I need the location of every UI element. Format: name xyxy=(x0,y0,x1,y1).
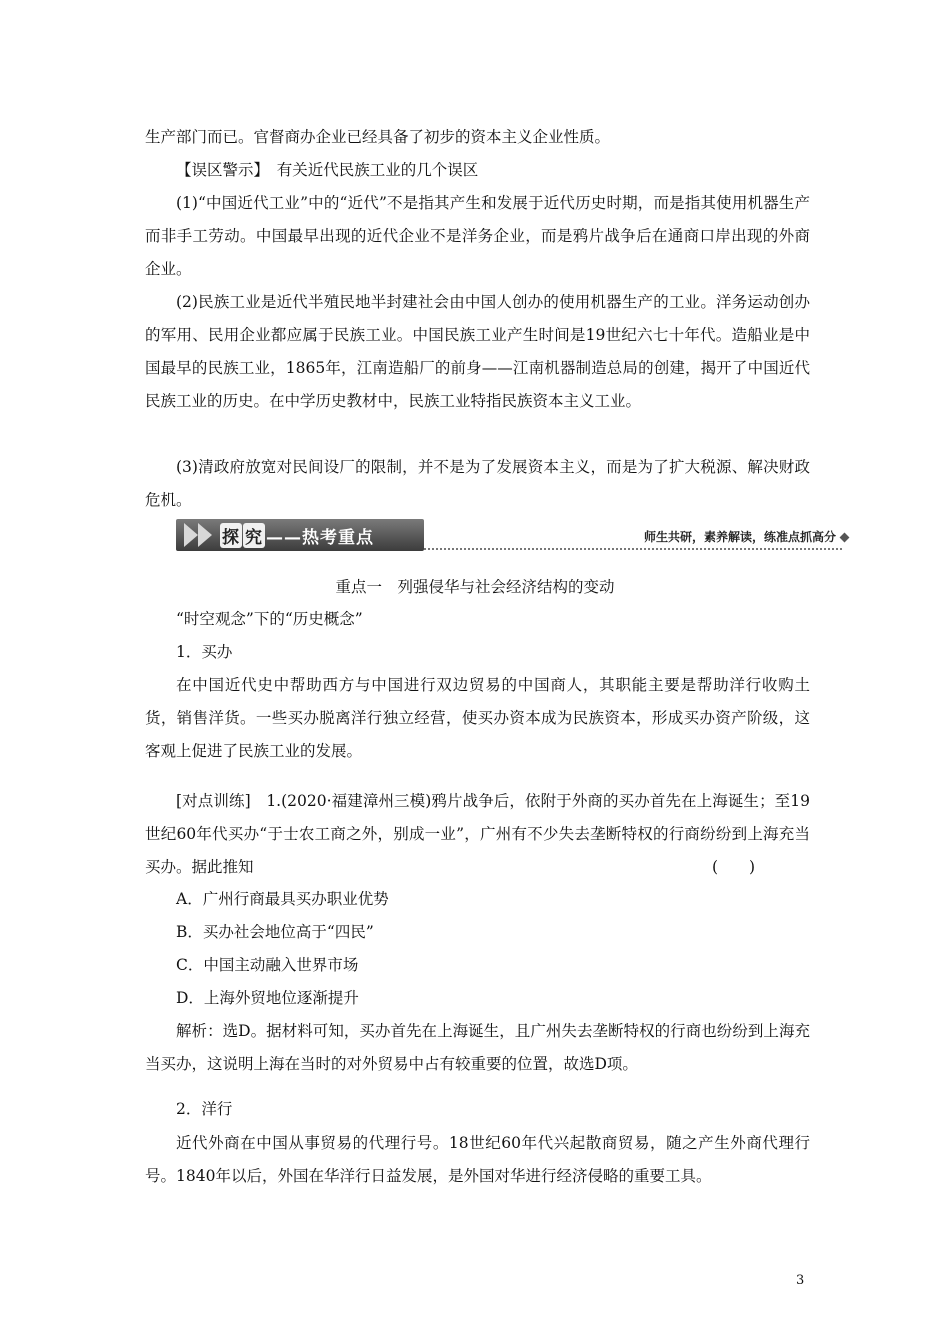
item-1-title: 1．买办 xyxy=(176,643,233,661)
chevron-icon xyxy=(184,523,198,547)
banner-label-box xyxy=(176,519,424,551)
section-title: 重点一 列强侵华与社会经济结构的变动 xyxy=(335,578,615,596)
section-banner xyxy=(176,519,848,553)
subtitle: “时空观念”下的“历史概念” xyxy=(176,610,363,628)
item-2-title: 2．洋行 xyxy=(176,1100,233,1118)
misconception-3: (3)清政府放宽对民间设厂的限制，并不是为了发展资本主义，而是为了扩大税源、解决财政危机。 xyxy=(145,458,810,509)
chevron-icon xyxy=(198,523,212,547)
analysis: 解析：选D。据材料可知，买办首先在上海诞生，且广州失去垄断特权的行商也纷纷到上海充当买办，这说明上海在当时的对外贸易中占有较重要的位置，故选D项。 xyxy=(145,1022,810,1073)
item-1-text: 在中国近代史中帮助西方与中国进行双边贸易的中国商人，其职能主要是帮助洋行收购土货，销售洋货。一些买办脱离洋行独立经营，使买办资本成为民族资本，形成买办资产阶级，这客观上促进了民族工业的发展。 xyxy=(145,676,810,760)
misconception-2: (2)民族工业是近代半殖民地半封建社会由中国人创办的使用机器生产的工业。洋务运动创办的军用、民用企业都应属于民族工业。中国民族工业产生时间是19世纪六七十年代。造船业是中国最早的民族工业，1865年，江南造船厂的前身——江南机器制造总局的创建，揭开了中国近代民族工业的历史。在中学历史教材中，民族工业特指民族资本主义工业。 xyxy=(145,293,810,410)
misconception-1: (1)“中国近代工业”中的“近代”不是指其产生和发展于近代历史时期，而是指其使用机器生产而非手工劳动。中国最早出现的近代企业不是洋务企业，而是鸦片战争后在通商口岸出现的外商企业。 xyxy=(145,194,810,278)
page-number: 3 xyxy=(796,1273,805,1288)
answer-parentheses: ( ) xyxy=(712,858,756,876)
paragraph-continuation: 生产部门而已。官督商办企业已经具备了初步的资本主义企业性质。 xyxy=(145,128,611,146)
option-c: C．中国主动融入世界市场 xyxy=(176,956,359,974)
banner-title-rest: ——热考重点 xyxy=(266,528,374,548)
banner-title xyxy=(220,523,374,548)
option-b: B．买办社会地位高于“四民” xyxy=(176,923,374,941)
banner-char-1: 探 xyxy=(220,523,242,548)
warning-heading: 【误区警示】 有关近代民族工业的几个误区 xyxy=(176,161,479,179)
banner-dotted-rule xyxy=(424,548,842,550)
item-2-text: 近代外商在中国从事贸易的代理行号。18世纪60年代兴起散商贸易，随之产生外商代理行号。1840年以后，外国在华洋行日益发展，是外国对华进行经济侵略的重要工具。 xyxy=(145,1134,810,1185)
banner-tagline: 师生共研，素养解读，练准点抓高分 xyxy=(643,530,836,544)
option-d: D．上海外贸地位逐渐提升 xyxy=(176,989,359,1007)
exercise-question: [对点训练] 1.(2020·福建漳州三模)鸦片战争后，依附于外商的买办首先在上海诞生；至19世纪60年代买办“于士农工商之外，别成一业”，广州有不少失去垄断特权的行商纷纷到上海充当买办。据此推知 xyxy=(145,792,810,876)
option-a: A．广州行商最具买办职业优势 xyxy=(176,890,389,908)
diamond-icon xyxy=(840,533,850,543)
banner-char-2: 究 xyxy=(243,523,265,548)
